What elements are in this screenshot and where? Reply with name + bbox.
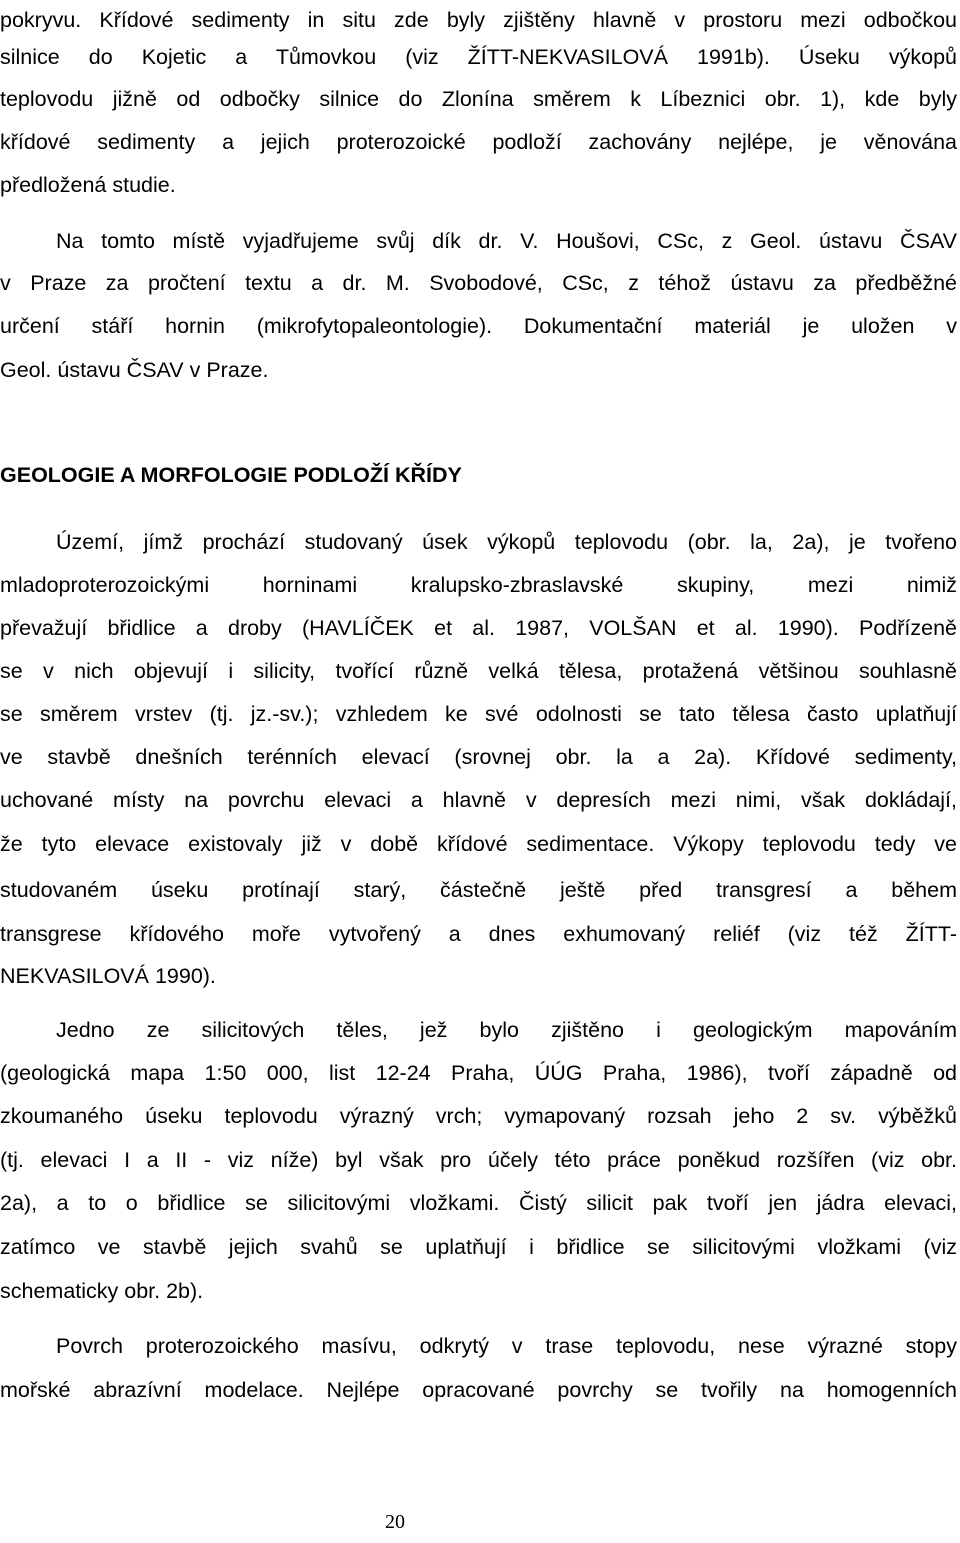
text-line: Jedno ze silicitových těles, jež bylo zjištěno i geologickým mapováním [56,1018,957,1042]
text-line: Povrch proterozoického masívu, odkrytý v trase teplovodu, nese výrazné stopy [56,1334,957,1358]
text-line: studovaném úseku protínají starý, částečně ještě před transgresí a během [0,878,957,902]
text-line: (geologická mapa 1:50 000, list 12-24 Praha, ÚÚG Praha, 1986), tvoří západně od [0,1061,957,1085]
section-heading: GEOLOGIE A MORFOLOGIE PODLOŽÍ KŘÍDY [0,463,462,487]
text-line: převažují břidlice a droby (HAVLÍČEK et al. 1987, VOLŠAN et al. 1990). Podřízeně [0,616,957,640]
text-line: v Praze za pročtení textu a dr. M. Svobodové, CSc, z téhož ústavu za předběžné [0,271,957,295]
text-line: silnice do Kojetic a Tůmovkou (viz ŽÍTT-NEKVASILOVÁ 1991b). Úseku výkopů [0,45,957,69]
text-line: předložená studie. [0,173,176,197]
text-line: určení stáří hornin (mikrofytopaleontologie). Dokumentační materiál je uložen v [0,314,957,338]
text-line: Na tomto místě vyjadřujeme svůj dík dr. V. Houšovi, CSc, z Geol. ústavu ČSAV [56,229,957,253]
text-line: 2a), a to o břidlice se silicitovými vložkami. Čistý silicit pak tvoří jen jádra elevaci, [0,1191,957,1215]
text-line: ve stavbě dnešních terénních elevací (srovnej obr. la a 2a). Křídové sedimenty, [0,745,957,769]
text-line: zatímco ve stavbě jejich svahů se uplatňují i břidlice se silicitovými vložkami (viz [0,1235,957,1259]
text-line: uchované místy na povrchu elevaci a hlavně v depresích mezi nimi, však dokládají, [0,788,957,812]
text-line: zkoumaného úseku teplovodu výrazný vrch; vymapovaný rozsah jeho 2 sv. výběžků [0,1104,957,1128]
text-line: Území, jímž prochází studovaný úsek výkopů teplovodu (obr. la, 2a), je tvořeno [56,530,957,554]
text-line: se v nich objevují i silicity, tvořící různě velká tělesa, protažená většinou souhlasně [0,659,957,683]
text-line: mladoproterozoickými horninami kralupsko-zbraslavské skupiny, mezi nimiž [0,573,957,597]
text-line: teplovodu jižně od odbočky silnice do Zlonína směrem k Líbeznici obr. 1), kde byly [0,87,957,111]
text-line: Geol. ústavu ČSAV v Praze. [0,358,269,382]
text-line: NEKVASILOVÁ 1990). [0,964,216,988]
text-line: (tj. elevaci I a II - viz níže) byl však pro účely této práce poněkud rozšířen (viz obr. [0,1148,957,1172]
text-line: schematicky obr. 2b). [0,1279,204,1303]
text-line: křídové sedimenty a jejich proterozoické podloží zachovány nejlépe, je věnována [0,130,957,154]
text-line: se směrem vrstev (tj. jz.-sv.); vzhledem ke své odolnosti se tato tělesa často uplatňují [0,702,957,726]
text-line: mořské abrazívní modelace. Nejlépe opracované povrchy se tvořily na homogenních [0,1378,957,1402]
text-line: že tyto elevace existovaly již v době křídové sedimentace. Výkopy teplovodu tedy ve [0,832,957,856]
page-number: 20 [385,1511,405,1533]
text-line: pokryvu. Křídové sedimenty in situ zde byly zjištěny hlavně v prostoru mezi odbočkou [0,8,957,32]
text-line: transgrese křídového moře vytvořený a dnes exhumovaný reliéf (viz též ŽÍTT- [0,922,957,946]
